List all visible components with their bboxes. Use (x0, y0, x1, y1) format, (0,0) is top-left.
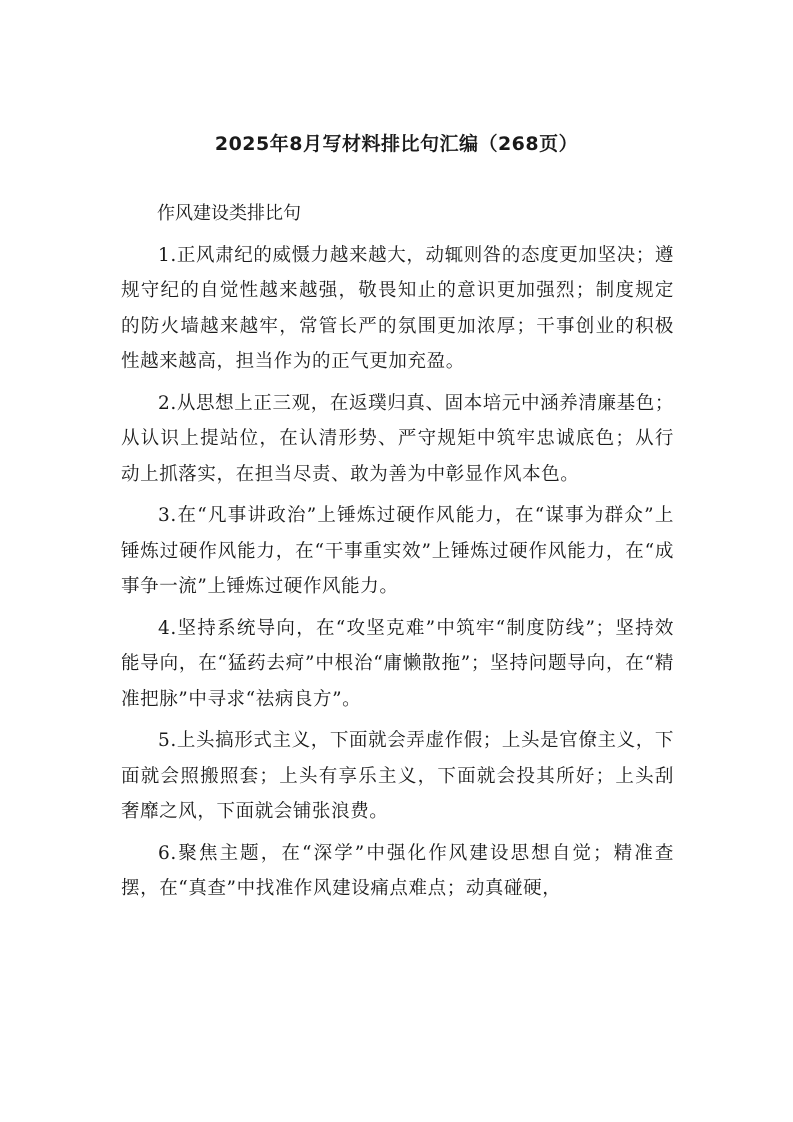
paragraph-4: 4.坚持系统导向，在“攻坚克难”中筑牢“制度防线”；坚持效能导向，在“猛药去疴”中根治“庸懒散拖”；坚持问题导向，在“精准把脉”中寻求“祛病良方”。 (121, 617, 674, 710)
paragraph-1: 1.正风肃纪的威慑力越来越大，动辄则咎的态度更加坚决；遵规守纪的自觉性越来越强，敬畏知止的意识更加强烈；制度规定的防火墙越来越牢，常管长严的氛围更加浓厚；干事创业的积极性越来越高，担当作为的正气更加充盈。 (121, 244, 674, 372)
section-heading: 作风建设类排比句 (157, 203, 301, 224)
document-body (121, 196, 674, 913)
paragraph-6: 6.聚焦主题，在“深学”中强化作风建设思想自觉；精准查摆，在“真查”中找准作风建设痛点难点；动真碰硬， (121, 842, 674, 899)
paragraph-3: 3.在“凡事讲政治”上锤炼过硬作风能力，在“谋事为群众”上锤炼过硬作风能力，在“干事重实效”上锤炼过硬作风能力，在“成事争一流”上锤炼过硬作风能力。 (121, 505, 674, 597)
paragraph-2: 2.从思想上正三观，在返璞归真、固本培元中涵养清廉基色；从认识上提站位，在认清形势、严守规矩中筑牢忠诚底色；从行动上抓落实，在担当尽责、敢为善为中彰显作风本色。 (121, 392, 674, 485)
document-title: 2025年8月写材料排比句汇编（268页） (214, 133, 579, 155)
paragraph-5: 5.上头搞形式主义，下面就会弄虚作假；上头是官僚主义，下面就会照搬照套；上头有享乐主义，下面就会投其所好；上头刮奢靡之风，下面就会铺张浪费。 (121, 730, 674, 822)
